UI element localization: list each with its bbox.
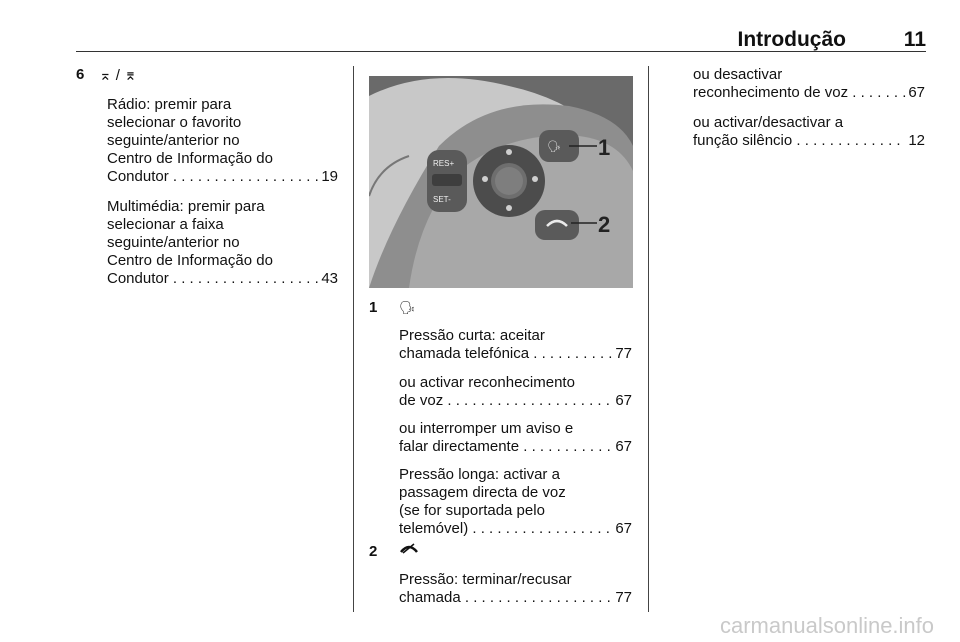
callout-1: 1 xyxy=(598,135,611,160)
long-press-entry xyxy=(399,466,632,538)
set-button-label: SET- xyxy=(433,195,451,204)
page-reference[interactable]: 67 xyxy=(615,438,632,455)
text-line: ou activar reconhecimento xyxy=(399,374,575,391)
next-previous-icon: ⌅ / ⌆ xyxy=(99,67,137,84)
text-line: seguinte/anterior no xyxy=(107,132,240,149)
item-number-1: 1 xyxy=(369,299,378,316)
text-line: passagem directa de voz xyxy=(399,484,566,501)
watermark: carmanualsonline.info xyxy=(720,613,935,638)
toc-text: telemóvel) . . . xyxy=(399,520,613,538)
page-number: 11 xyxy=(903,28,926,51)
text-line: Rádio: premir para xyxy=(107,96,232,113)
text-line: seguinte/anterior no xyxy=(107,234,240,251)
toc-text: função silêncio . . . xyxy=(693,132,906,150)
item-number-6: 6 xyxy=(76,66,85,83)
toc-text: de voz . . . xyxy=(399,392,613,410)
item-number-2: 2 xyxy=(369,543,378,560)
text-line: Pressão: terminar/recusar xyxy=(399,571,572,588)
text-line: ou activar/desactivar a xyxy=(693,114,844,131)
multimedia-entry xyxy=(107,198,338,288)
hang-up-entry xyxy=(399,571,632,607)
page-reference[interactable]: 12 xyxy=(908,132,925,149)
deactivate-voice-entry xyxy=(693,66,925,102)
hang-up-icon xyxy=(399,541,419,559)
toc-row[interactable] xyxy=(693,132,925,150)
page-reference[interactable]: 43 xyxy=(321,270,338,287)
radio-entry xyxy=(107,96,338,186)
voice-button-icon: 🗣 xyxy=(547,140,561,153)
text-line: ou interromper um aviso e xyxy=(399,420,574,437)
page-reference[interactable]: 77 xyxy=(615,345,632,362)
text-line: Multimédia: premir para xyxy=(107,198,265,215)
toc-text: reconhecimento de voz . . . xyxy=(693,84,906,102)
toc-row[interactable] xyxy=(399,520,632,538)
toc-text: Condutor . . . xyxy=(107,270,319,288)
toc-row[interactable] xyxy=(399,438,632,456)
callout-2: 2 xyxy=(598,212,611,237)
page-reference[interactable]: 77 xyxy=(615,589,632,606)
toc-text: falar directamente . . . xyxy=(399,438,613,456)
text-line: Pressão curta: aceitar xyxy=(399,327,545,344)
toc-row[interactable] xyxy=(399,589,632,607)
header-rule xyxy=(76,51,926,52)
short-press-entry xyxy=(399,327,632,363)
text-line: Centro de Informação do xyxy=(107,252,273,269)
text-line: (se for suportada pelo xyxy=(399,502,545,519)
column-divider-right xyxy=(648,66,649,612)
voice-phone-icon: 🗣 xyxy=(399,300,416,315)
toc-row[interactable] xyxy=(693,84,925,102)
text-line: Pressão longa: activar a xyxy=(399,466,560,483)
page-title: Introdução xyxy=(737,28,846,51)
toc-row[interactable] xyxy=(399,392,632,410)
toc-text: chamada telefónica . . . xyxy=(399,345,613,363)
steering-wheel-illustration xyxy=(369,76,633,288)
text-line: selecionar a faixa xyxy=(107,216,224,233)
page-reference[interactable]: 19 xyxy=(321,168,338,185)
text-line: selecionar o favorito xyxy=(107,114,242,131)
page-reference[interactable]: 67 xyxy=(615,520,632,537)
interrupt-entry xyxy=(399,420,632,456)
page-reference[interactable]: 67 xyxy=(908,84,925,101)
res-button-label: RES+ xyxy=(433,159,455,168)
voice-recognition-entry xyxy=(399,374,632,410)
mute-entry xyxy=(693,114,925,150)
column-divider-left xyxy=(353,66,354,612)
toc-row[interactable] xyxy=(107,168,338,186)
text-line: Centro de Informação do xyxy=(107,150,273,167)
steering-wheel-figure xyxy=(369,76,633,288)
page-reference[interactable]: 67 xyxy=(615,392,632,409)
toc-text: Condutor . . . xyxy=(107,168,319,186)
toc-row[interactable] xyxy=(107,270,338,288)
toc-row[interactable] xyxy=(399,345,632,363)
text-line: ou desactivar xyxy=(693,66,783,83)
toc-text: chamada . . . xyxy=(399,589,613,607)
